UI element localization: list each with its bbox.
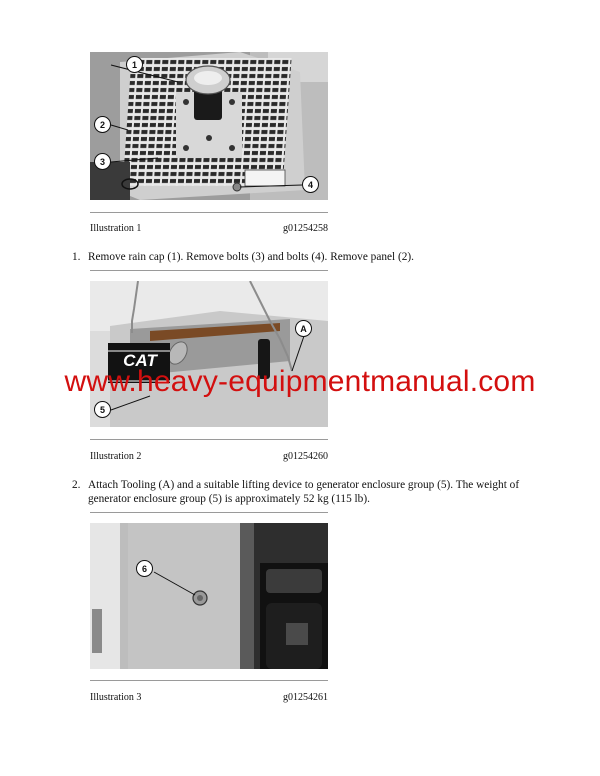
step-2 [72, 478, 550, 506]
watermark-text: www.heavy-equipmentmanual.com [64, 365, 536, 398]
step-2-number: 2. [72, 479, 81, 491]
figure-3-rule [90, 680, 328, 681]
figure-1-caption-label: Illustration 1 [90, 223, 142, 234]
callout-1: 1 [126, 56, 143, 73]
figure-2-rule [90, 439, 328, 440]
figure-2-caption-label: Illustration 2 [90, 451, 142, 462]
figure-1-caption-code: g01254258 [283, 223, 328, 234]
callout-5: 5 [94, 401, 111, 418]
figure-2-caption [90, 451, 328, 462]
callout-3: 3 [94, 153, 111, 170]
cat-logo: CAT [123, 351, 157, 370]
callout-4: 4 [302, 176, 319, 193]
callout-6: 6 [136, 560, 153, 577]
figure-1-caption [90, 223, 328, 234]
illustration-2-photo [90, 281, 328, 427]
figure-1-rule [90, 212, 328, 213]
step-1-number: 1. [72, 251, 81, 263]
step-1 [72, 250, 550, 264]
callout-a: A [295, 320, 312, 337]
figure-3-caption [90, 692, 328, 703]
figure-2-top-rule [90, 270, 328, 271]
step-2-text: Attach Tooling (A) and a suitable lifting device to generator enclosure group (5). The weight of generator enclosure group (5) is approximately 52 kg (115 lb). [88, 479, 520, 505]
figure-3-caption-code: g01254261 [283, 692, 328, 703]
illustration-3-photo [90, 523, 328, 669]
figure-2-caption-code: g01254260 [283, 451, 328, 462]
illustration-1-photo [90, 52, 328, 200]
figure-3-top-rule [90, 512, 328, 513]
callout-2: 2 [94, 116, 111, 133]
step-1-text: Remove rain cap (1). Remove bolts (3) and bolts (4). Remove panel (2). [88, 251, 414, 263]
figure-3-caption-label: Illustration 3 [90, 692, 142, 703]
